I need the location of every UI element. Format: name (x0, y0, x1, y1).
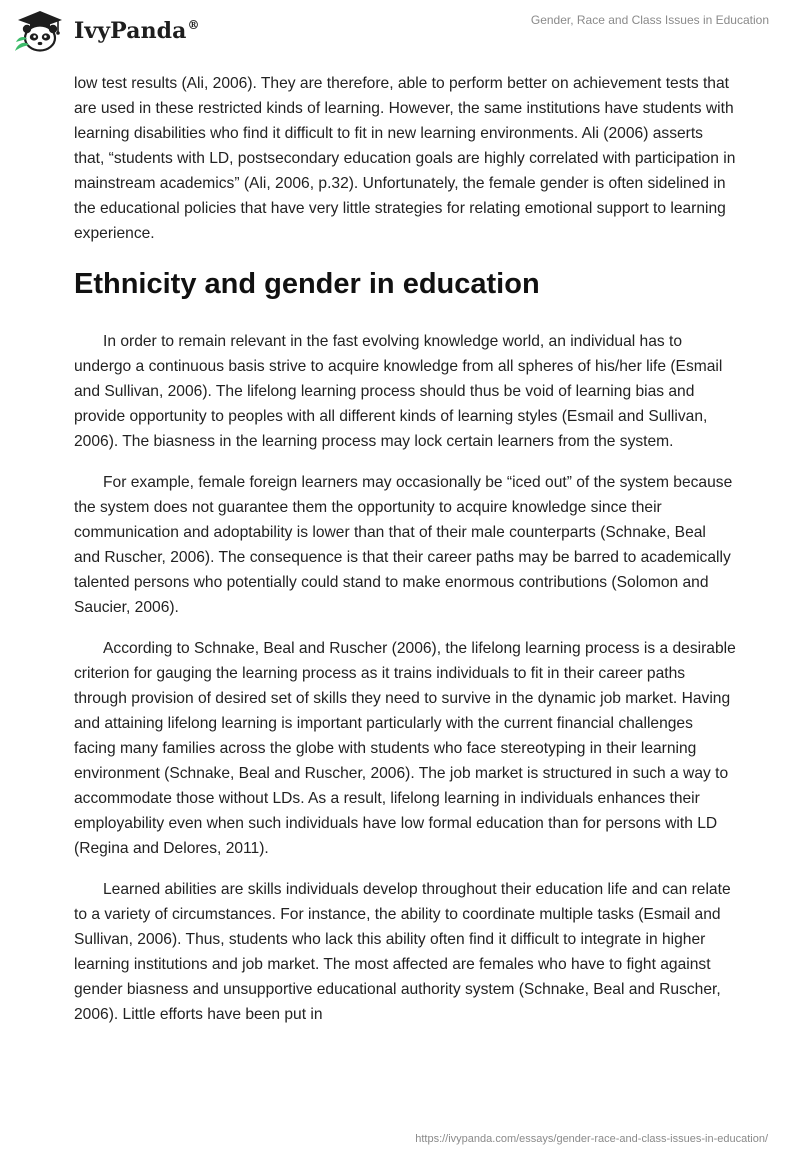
ivypanda-logo[interactable] (12, 8, 200, 54)
intro-paragraph: low test results (Ali, 2006). They are therefore, able to perform better on achievement tests that are used in these restricted kinds of learning. However, the same institutions have students with learning disabilities who find it difficult to fit in new learning environments. Ali (2006) asserts that, “students with LD, postsecondary education goals are highly correlated with participation in mainstream academics” (Ali, 2006, p.32). Unfortunately, the female gender is often sidelined in the educational policies that have very little strategies for relating emotional support to learning experience. (74, 75, 736, 242)
essay-body (74, 71, 736, 1043)
section-heading: Ethnicity and gender in education (74, 268, 540, 300)
page-header (0, 0, 800, 66)
body-paragraph: According to Schnake, Beal and Ruscher (2006), the lifelong learning process is a desirable criterion for gauging the learning process as it trains individuals to fit in their career paths through provision of desired set of skills they need to survive in the dynamic job market. Having and attaining lifelong learning is important particularly with the current financial challenges facing many families across the globe with students who face stereotyping in their learning environment (Schnake, Beal and Ruscher, 2006). The job market is structured in such a way to accommodate those without LDs. As a result, lifelong learning in individuals enhances their employability even when such individuals have low formal education than for persons with LD (Regina and Delores, 2011). (74, 640, 736, 857)
body-paragraph: Learned abilities are skills individuals develop throughout their education life and can relate to a variety of circumstances. For instance, the ability to coordinate multiple tasks (Esmail and Sullivan, 2006). Thus, students who lack this ability often find it difficult to integrate in higher learning institutions and job market. The most affected are females who have to fight against gender biasness and unsupportive educational authority system (Schnake, Beal and Ruscher, 2006). Little efforts have been put in (74, 881, 731, 1023)
brand-name: IvyPanda® (74, 18, 200, 44)
body-paragraph: In order to remain relevant in the fast evolving knowledge world, an individual has to undergo a continuous basis strive to acquire knowledge from all spheres of his/her life (Esmail and Sullivan, 2006). The lifelong learning process should thus be void of learning bias and provide opportunity to peoples with all different kinds of learning styles (Esmail and Sullivan, 2006). The biasness in the learning process may lock certain learners from the system. (74, 333, 723, 450)
source-url[interactable]: https://ivypanda.com/essays/gender-race-and-class-issues-in-education/ (415, 1133, 768, 1145)
panda-graduate-icon (12, 8, 68, 54)
body-paragraph: For example, female foreign learners may occasionally be “iced out” of the system because the system does not guarantee them the opportunity to acquire knowledge since their communication and adoptability is lower than that of their male counterparts (Schnake, Beal and Ruscher, 2006). The consequence is that their career paths may be barred to academically talented persons who potentially could stand to make enormous contributions (Solomon and Saucier, 2006). (74, 474, 733, 616)
registered-mark: ® (187, 18, 200, 32)
document-title: Gender, Race and Class Issues in Education (530, 13, 769, 27)
